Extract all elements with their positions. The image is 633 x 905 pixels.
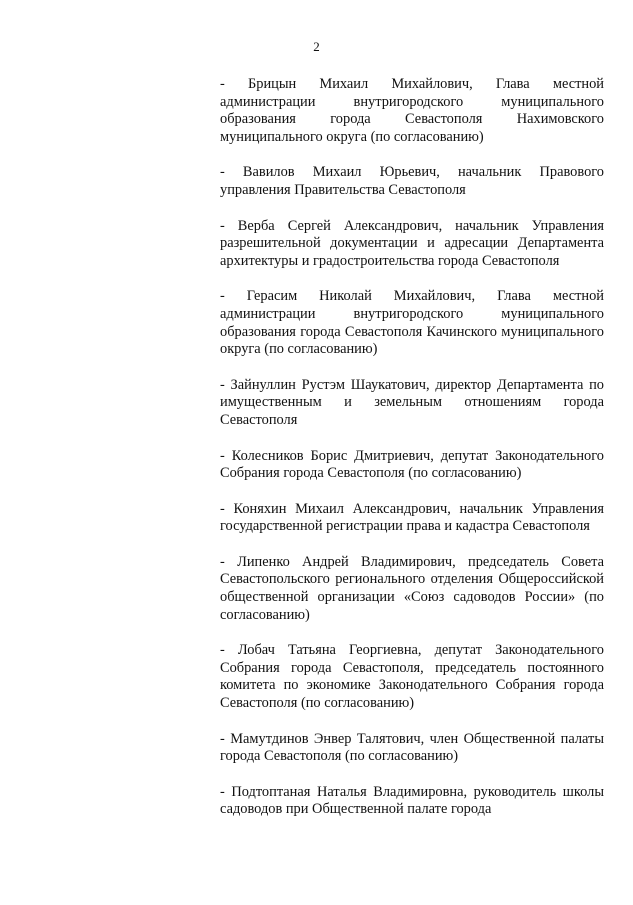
member-entry: - Вавилов Михаил Юрьевич, начальник Правового управления Правительства Севастополя xyxy=(220,164,604,198)
member-entry: - Коняхин Михаил Александрович, начальник Управления государственной регистрации права и кадастра Севастополя xyxy=(220,500,604,535)
member-entry: - Лобач Татьяна Георгиевна, депутат Законодательного Собрания города Севастополя, председатель постоянного комитета по экономике Законодательного Собрания города Севастополя (по согласованию) xyxy=(220,642,604,712)
member-list xyxy=(220,76,604,819)
page-number: 2 xyxy=(313,39,320,54)
member-entry: - Подтоптаная Наталья Владимировна, руководитель школы садоводов при Общественной палате города xyxy=(220,783,604,818)
member-entry: - Колесников Борис Дмитриевич, депутат Законодательного Собрания города Севастополя (по согласованию) xyxy=(220,447,604,482)
member-entry: - Верба Сергей Александрович, начальник Управления разрешительной документации и адресации Департамента архитектуры и градостроительства города Севастополя xyxy=(220,217,604,269)
member-entry: - Липенко Андрей Владимирович, председатель Совета Севастопольского регионального отделения Общероссийской общественной организации «Союз садоводов России» (по согласованию) xyxy=(220,553,604,623)
member-entry: - Мамутдинов Энвер Талятович, член Общественной палаты города Севастополя (по согласованию) xyxy=(220,730,604,765)
member-entry: - Герасим Николай Михайлович, Глава местной администрации внутригородского муниципального образования города Севастополя Качинского муниципального округа (по согласованию) xyxy=(220,288,604,358)
member-entry: - Брицын Михаил Михайлович, Глава местной администрации внутригородского муниципального образования города Севастополя Нахимовского муниципального округа (по согласованию) xyxy=(220,76,604,145)
member-entry: - Зайнуллин Рустэм Шаукатович, директор Департамента по имущественным и земельным отношениям города Севастополя xyxy=(220,376,604,428)
